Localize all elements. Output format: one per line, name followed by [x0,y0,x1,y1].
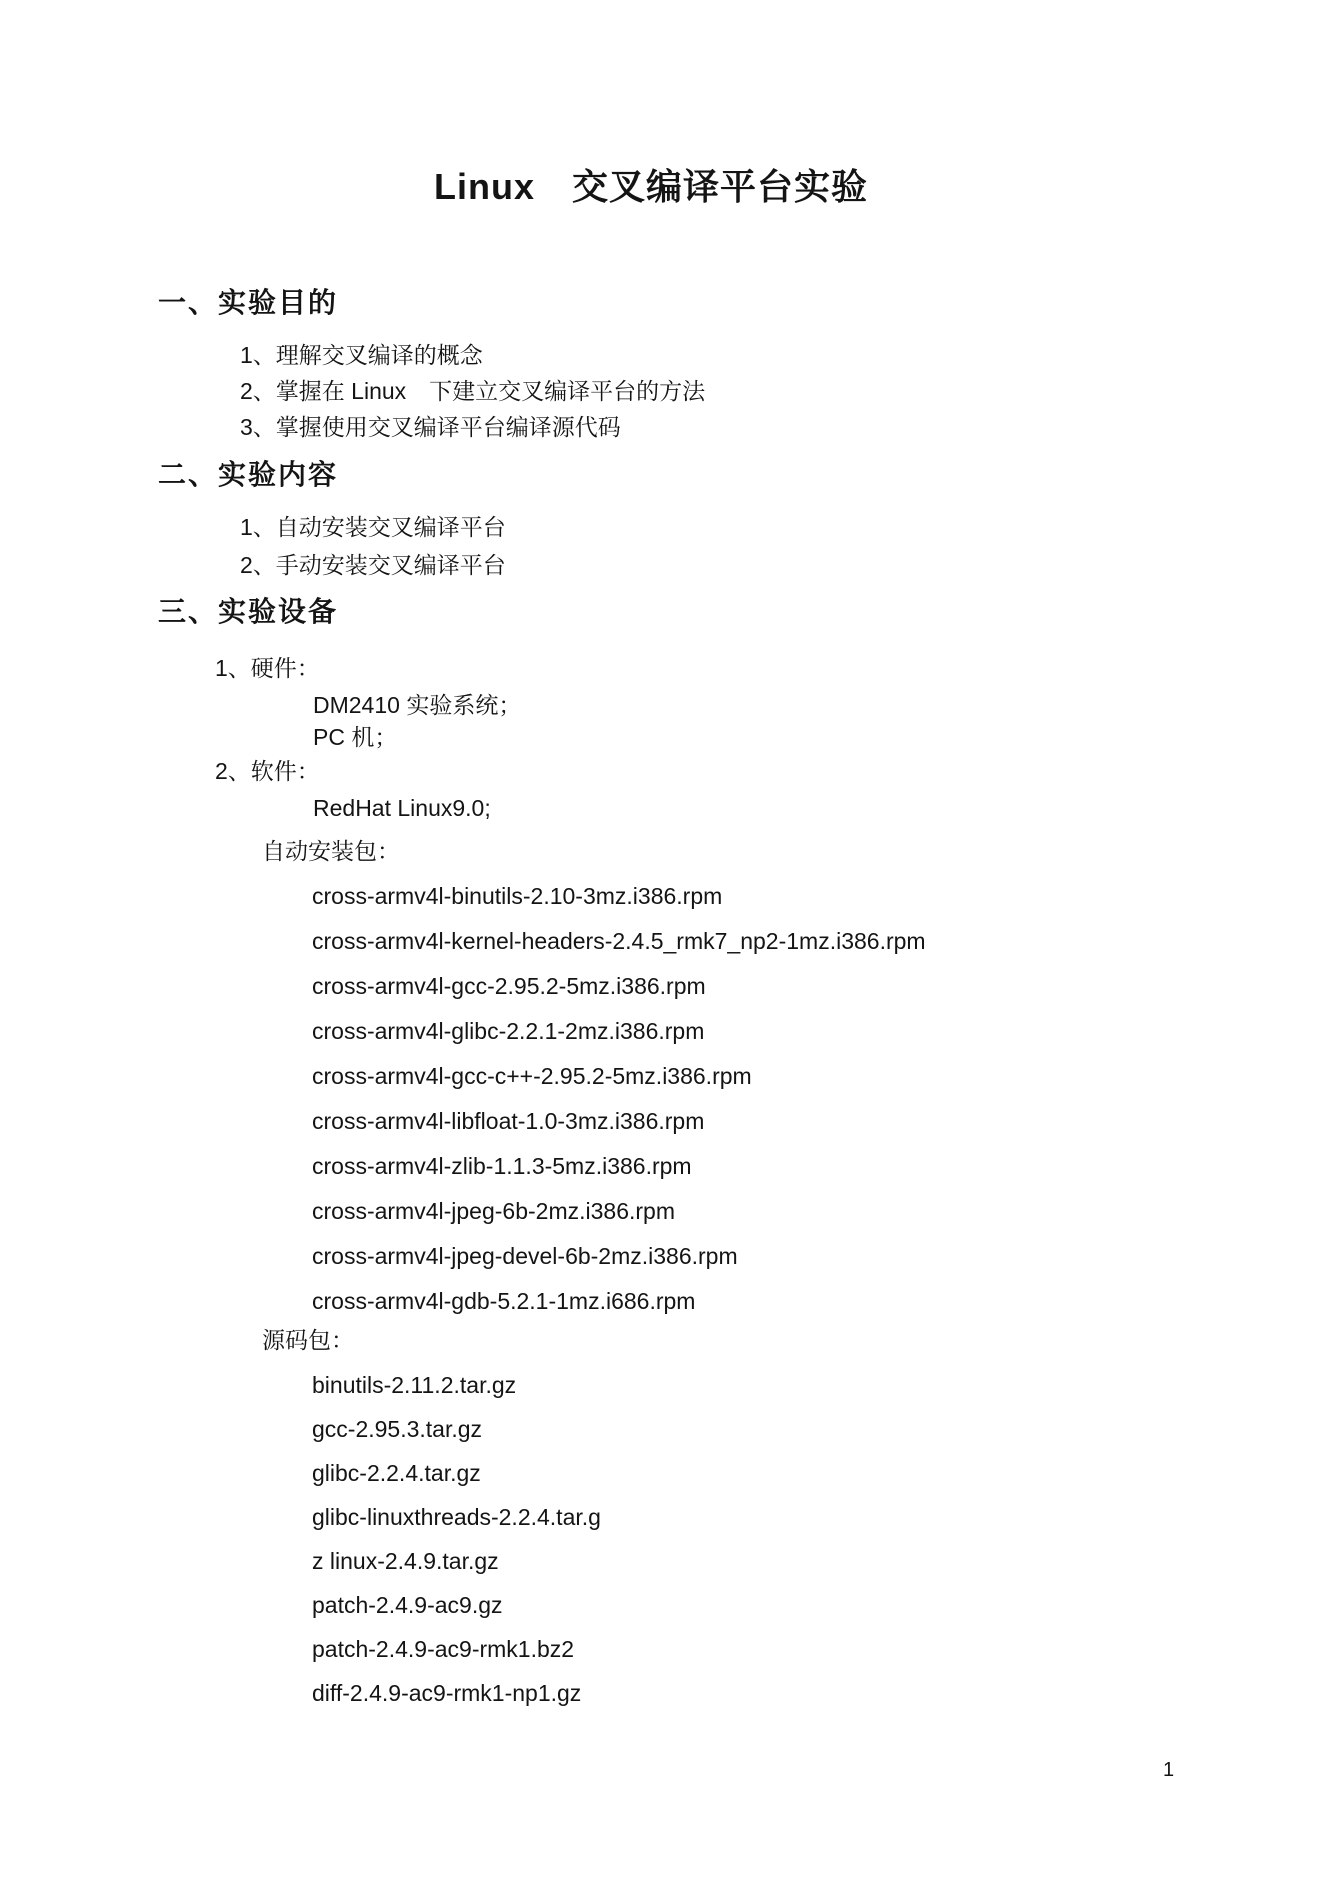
section-heading-purpose: 一、实验目的 [158,287,339,318]
package-name: cross-armv4l-libfloat-1.0-3mz.i386.rpm [312,1108,705,1134]
auto-install-label: 自动安装包： [262,838,400,864]
package-name: gcc-2.95.3.tar.gz [312,1416,483,1442]
list-item: 1、理解交叉编译的概念 [240,342,483,368]
software-item-list [313,792,1338,824]
hardware-label: 1、硬件： [215,655,320,681]
purpose-item-list [240,337,1338,445]
package-name: cross-armv4l-binutils-2.10-3mz.i386.rpm [312,883,723,909]
package-name: cross-armv4l-zlib-1.1.3-5mz.i386.rpm [312,1153,692,1179]
package-name: cross-armv4l-glibc-2.2.1-2mz.i386.rpm [312,1018,705,1044]
list-item: 1、自动安装交叉编译平台 [240,514,506,540]
package-name: glibc-2.2.4.tar.gz [312,1460,481,1486]
list-item: 3、掌握使用交叉编译平台编译源代码 [240,414,621,440]
list-item: 2、手动安装交叉编译平台 [240,552,506,578]
package-name: patch-2.4.9-ac9.gz [312,1592,503,1618]
document-title: Linux 交叉编译平台实验 [434,166,868,207]
package-name: cross-armv4l-gcc-2.95.2-5mz.i386.rpm [312,973,706,999]
package-name: cross-armv4l-kernel-headers-2.4.5_rmk7_np2-1mz.i386.rpm [312,928,926,954]
source-package-label: 源码包： [262,1327,354,1353]
source-package-list [312,1363,1338,1715]
package-name: glibc-linuxthreads-2.2.4.tar.g [312,1504,601,1530]
page-number: 1 [1163,1759,1175,1781]
section-heading-devices: 三、实验设备 [158,596,339,627]
software-label: 2、软件： [215,758,320,784]
content-item-list [240,508,1338,584]
list-item: DM2410 实验系统； [313,692,522,718]
package-name: diff-2.4.9-ac9-rmk1-np1.gz [312,1680,582,1706]
package-name: cross-armv4l-jpeg-6b-2mz.i386.rpm [312,1198,675,1224]
section-heading-content: 二、实验内容 [158,459,339,490]
auto-install-package-list [312,874,1338,1324]
list-item: RedHat Linux9.0; [313,795,491,821]
package-name: z linux-2.4.9.tar.gz [312,1548,499,1574]
list-item: PC 机； [313,724,398,750]
package-name: binutils-2.11.2.tar.gz [312,1372,517,1398]
list-item: 2、掌握在 Linux 下建立交叉编译平台的方法 [240,378,706,404]
package-name: cross-armv4l-gcc-c++-2.95.2-5mz.i386.rpm [312,1063,752,1089]
package-name: cross-armv4l-gdb-5.2.1-1mz.i686.rpm [312,1288,696,1314]
hardware-item-list [313,689,1338,753]
package-name: cross-armv4l-jpeg-devel-6b-2mz.i386.rpm [312,1243,738,1269]
package-name: patch-2.4.9-ac9-rmk1.bz2 [312,1636,575,1662]
